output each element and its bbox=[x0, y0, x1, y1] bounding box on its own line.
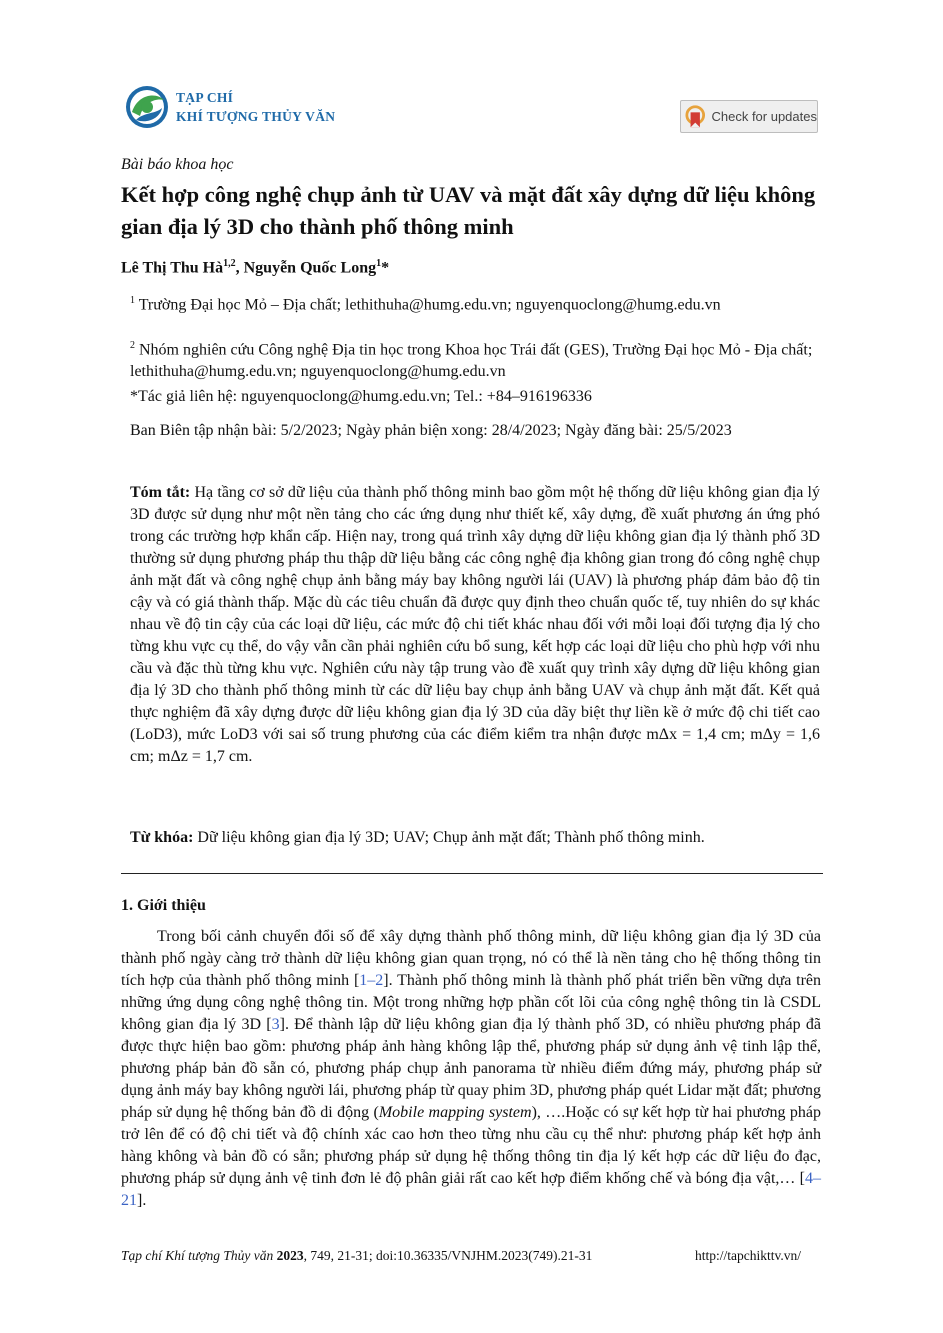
footer-citation bbox=[121, 1248, 592, 1264]
keywords bbox=[130, 829, 830, 847]
intro-italic-term: Mobile mapping system bbox=[378, 1104, 532, 1121]
footer-year: 2023 bbox=[273, 1248, 304, 1263]
keywords-label: Từ khóa: bbox=[130, 829, 194, 846]
affiliation-text: Nhóm nghiên cứu Công nghệ Địa tin học trong Khoa học Trái đất (GES), Trường Đại học Mỏ - Địa chất; lethithuha@humg.edu.vn; nguyenquoclong@humg.edu.vn bbox=[130, 341, 813, 381]
bookmark-refresh-icon bbox=[685, 104, 705, 130]
journal-logo bbox=[122, 82, 357, 134]
abstract bbox=[130, 482, 820, 768]
affiliation-1 bbox=[130, 290, 830, 316]
footer-details: , 749, 21-31; doi:10.36335/VNJHM.2023(749).21-31 bbox=[303, 1248, 593, 1263]
author-name: Nguyễn Quốc Long bbox=[243, 259, 377, 277]
corresponding-author: *Tác giả liên hệ: nguyenquoclong@humg.edu.vn; Tel.: +84–916196336 bbox=[130, 388, 592, 405]
intro-text: ]. bbox=[137, 1192, 147, 1209]
intro-paragraph bbox=[121, 926, 821, 1212]
section-divider bbox=[121, 873, 823, 874]
affiliation-number: 2 bbox=[130, 340, 135, 351]
article-type: Bài báo khoa học bbox=[121, 156, 234, 173]
author-affiliation-mark: 1,2 bbox=[223, 258, 236, 269]
affiliation-number: 1 bbox=[130, 295, 135, 306]
intro-text: Trong bối cảnh chuyển đổi số để xây dựng thành phố thông minh, dữ liệu không gian địa lý 3D của thành phố ngày càng trở thành dữ liệu không gian quan trọng, nó có thể là nền tảng cho hệ thống thông tin tích hợp của thành phố thông minh [ bbox=[121, 928, 821, 989]
author-affiliation-mark: 1 bbox=[376, 258, 382, 269]
globe-leaf-icon bbox=[122, 82, 172, 132]
abstract-label: Tóm tắt: bbox=[130, 484, 191, 501]
author-separator: , bbox=[235, 259, 244, 277]
citation-link[interactable]: 4–21 bbox=[121, 1170, 821, 1209]
abstract-text: Hạ tầng cơ sở dữ liệu của thành phố thông minh bao gồm một hệ thống dữ liệu không gian địa lý 3D được sử dụng như một nền tảng cho các ứng dụng như thiết kế, xây dựng, đề xuất phương án ứng phó trong các trường hợp khẩn cấp. Hiện nay, trong quá trình xây dựng dữ liệu không gian địa lý thành phố 3D thường sử dụng phương pháp thu thập dữ liệu bằng các công nghệ địa không gian trong đó công nghệ chụp ảnh mặt đất và công nghệ chụp ảnh bằng máy bay không người lái (UAV) là phương pháp đảm bảo độ tin cậy và có giá thành thấp. Mặc dù các tiêu chuẩn đã được quy định theo chuẩn quốc tế, tuy nhiên do sự khác nhau về độ tin cậy của các loại dữ liệu, các mức độ chi tiết khác nhau đối với mỗi loại đối tượng địa lý cho từng khu vực cụ thể, do vậy vẫn cần phải nghiên cứu bổ sung, kết hợp các loại dữ liệu cho phù hợp với nhu cầu và đặc thù từng khu vực. Nghiên cứu này tập trung vào đề xuất quy trình xây dựng dữ liệu không gian địa lý 3D cho thành phố thông minh từ các dữ liệu bay chụp ảnh bằng UAV và chụp ảnh mặt đất. Kết quả thực nghiệm đã xây dựng được dữ liệu không gian địa lý 3D của dãy biệt thự liền kề ở mức độ chi tiết cao (LoD3), mức LoD3 với sai số trung phương của các điểm kiểm tra nhận được mΔx = 1,4 cm; mΔy = 1,6 cm; mΔz = 1,7 cm. bbox=[130, 484, 821, 765]
intro-text: ]. Thành phố thông minh là thành phố phát triển bền vững dựa trên những ứng dụng công nghệ thông tin. Một trong những hợp phần cốt lõi của công nghệ thông tin là CSDL không gian địa lý 3D [ bbox=[121, 972, 821, 1033]
corresponding-mark: * bbox=[381, 259, 390, 277]
check-for-updates-button[interactable] bbox=[680, 100, 818, 133]
submission-dates: Ban Biên tập nhận bài: 5/2/2023; Ngày phản biện xong: 28/4/2023; Ngày đăng bài: 25/5/2023 bbox=[130, 422, 732, 439]
journal-name-line1: TẠP CHÍ bbox=[176, 90, 234, 105]
affiliation-text: Trường Đại học Mỏ – Địa chất; lethithuha@humg.edu.vn; nguyenquoclong@humg.edu.vn bbox=[138, 296, 721, 314]
intro-text: ]. Để thành lập dữ liệu không gian địa lý thành phố 3D, có nhiều phương pháp đã được thực hiện bao gồm: phương pháp ảnh hàng không lập thể, phương pháp sử dụng ảnh vệ tinh lập thể, phương pháp bản đồ sẵn có, phương pháp chụp ảnh panorama từ nhiều điểm đứng máy, phương pháp sử dụng ảnh máy bay không người lái, phương pháp từ quay phim 3D, phương pháp quét Lidar mặt đất; phương pháp sử dụng hệ thống bản đồ di động ( bbox=[121, 1016, 821, 1121]
citation-link[interactable]: 1–2 bbox=[359, 972, 384, 989]
paper-title: Kết hợp công nghệ chụp ảnh từ UAV và mặt đất xây dựng dữ liệu không gian địa lý 3D cho thành phố thông minh bbox=[121, 182, 816, 239]
journal-name-line2: KHÍ TƯỢNG THỦY VĂN bbox=[176, 109, 336, 124]
footer-url[interactable]: http://tapchikttv.vn/ bbox=[695, 1248, 801, 1263]
section-heading: 1. Giới thiệu bbox=[121, 897, 206, 914]
keywords-text: Dữ liệu không gian địa lý 3D; UAV; Chụp ảnh mặt đất; Thành phố thông minh. bbox=[193, 829, 705, 846]
citation-link[interactable]: 3 bbox=[271, 1016, 280, 1033]
check-for-updates-label: Check for updates bbox=[711, 109, 817, 124]
intro-text: ), ….Hoặc có sự kết hợp từ hai phương pháp trở lên để có độ chi tiết và độ chính xác cao hơn theo từng nhu cầu cụ thể như: phương pháp kết hợp ảnh hàng không và bản đồ có sẵn; phương pháp sử dụng hệ thống thông tin địa lý kết hợp các dữ liệu đo đạc, phương pháp sử dụng ảnh vệ tinh đơn lẻ độ phân giải rất cao kết hợp điểm khống chế và bóng địa vật,… [ bbox=[121, 1104, 822, 1187]
footer-journal: Tạp chí Khí tượng Thủy văn bbox=[121, 1248, 274, 1263]
affiliation-2 bbox=[130, 335, 830, 383]
author-list bbox=[121, 258, 389, 277]
author-name: Lê Thị Thu Hà bbox=[121, 259, 224, 277]
